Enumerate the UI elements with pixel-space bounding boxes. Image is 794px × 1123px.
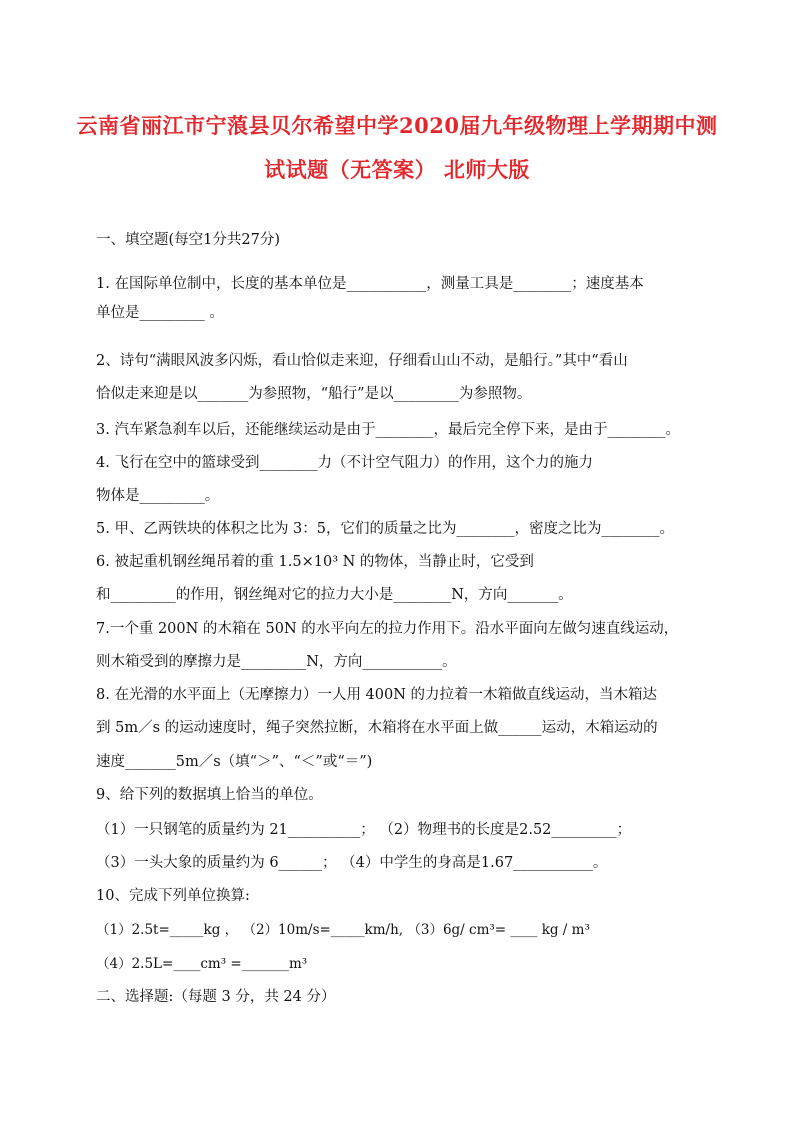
question-8-line3: 速度_______5m／s（填“＞”、“＜”或“＝”): [96, 754, 373, 770]
question-10-row1: （1）2.5t=_____kg ， （2）10m/s=_____km/h, （3）6g/ cm³= ____ kg / m³: [96, 922, 590, 938]
question-9-prompt: 9、给下列的数据填上恰当的单位。: [96, 787, 323, 803]
question-8-line2: 到 5m／s 的运动速度时，绳子突然拉断，木箱将在水平面上做______运动，木箱运动的: [96, 720, 658, 736]
question-6-line1: 6. 被起重机钢丝绳吊着的重 1.5×10³ N 的物体，当静止时，它受到: [96, 554, 534, 570]
question-9-row2: （3）一头大象的质量约为 6______； （4）中学生的身高是1.67___________。: [96, 855, 608, 871]
question-9-row1: （1）一只钢笔的质量约为 21__________； （2）物理书的长度是2.52_________；: [96, 822, 632, 838]
question-8-line1: 8. 在光滑的水平面上（无摩擦力）一人用 400N 的力拉着一木箱做直线运动，当木箱达: [96, 687, 658, 703]
document-title-line2: 试试题（无答案） 北师大版: [264, 157, 530, 182]
question-7-line2: 则木箱受到的摩擦力是_________N，方向___________。: [96, 654, 457, 670]
question-3: 3. 汽车紧急刹车以后，还能继续运动是由于________，最后完全停下来，是由于________。: [96, 422, 680, 438]
question-2-line1: 2、诗句“满眼风波多闪烁，看山恰似走来迎，仔细看山山不动，是船行。”其中“看山: [96, 353, 628, 369]
question-7-line1: 7.一个重 200N 的木箱在 50N 的水平向左的拉力作用下。沿水平面向左做匀速直线运动，: [96, 621, 679, 637]
question-2-line2: 恰似走来迎是以_______为参照物，“船行”是以_________为参照物。: [96, 386, 532, 402]
question-1-line2: 单位是_________ 。: [96, 305, 224, 321]
document-title-line1: 云南省丽江市宁蒗县贝尔希望中学2020届九年级物理上学期期中测: [76, 113, 718, 138]
section-heading-choice: 二、选择题:（每题 3 分，共 24 分）: [96, 989, 336, 1005]
question-10-prompt: 10、完成下列单位换算:: [96, 888, 250, 904]
question-6-line2: 和_________的作用，钢丝绳对它的拉力大小是________N，方向_______。: [96, 587, 573, 603]
section-heading-fill-in: 一、填空题(每空1分共27分): [96, 232, 280, 248]
question-4-line2: 物体是_________。: [96, 488, 220, 504]
question-10-row2: （4）2.5L=____cm³ =_______m³: [96, 956, 308, 972]
question-1-line1: 1. 在国际单位制中，长度的基本单位是___________，测量工具是________；速度基本: [96, 276, 644, 292]
question-4-line1: 4. 飞行在空中的篮球受到________力（不计空气阻力）的作用，这个力的施力: [96, 455, 593, 471]
question-5: 5. 甲、乙两铁块的体积之比为 3：5，它们的质量之比为________，密度之比为________。: [96, 521, 675, 537]
